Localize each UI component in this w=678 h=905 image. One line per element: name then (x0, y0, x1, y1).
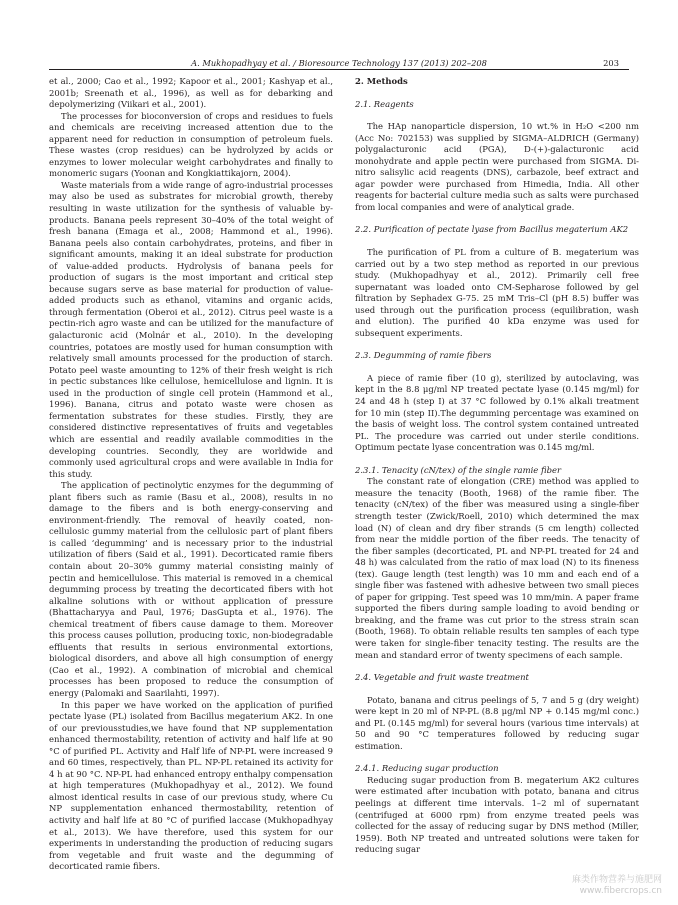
section-heading-methods: 2. Methods (355, 76, 408, 86)
running-title: A. Mukhopadhyay et al. / Bioresource Technology 137 (2013) 202–208 (191, 58, 487, 68)
watermark-line-2: www.fibercrops.cn (579, 886, 662, 896)
subsection-heading-purification: 2.2. Purification of pectate lyase from Bacillus megaterium AK2 (355, 224, 629, 235)
paragraph-waste-materials: Waste materials from a wide range of agro-industrial processes may also be used as substrates for microbial growth, thereby resulting in waste utilization for the synthesis of valuable by-products. Banana peels represent 30–40% of the total weight of fresh banana (Emaga et al., 2008; Hammond et al., 1996). Banana peels also contain carbohydrates, proteins, and fiber in significant amounts, making it an ideal substrate for production of value-added products. Hydrolysis of banana peels for production of sugars is the most important and critical step because sugars serve as base material for production of value-added products such as ethanol, vitamins and organic acids, through fermentation (Oberoi et al., 2012). Citrus peel waste is a pectin-rich agro waste and can be utilized for the manufacture of galacturonic acid (Molnár et al., 2010). In the developing countries, potatoes are mostly used for human consumption with relatively small amounts processed for the production of starch. Potato peel waste amounting to 12% of their fresh weight is rich in pectic substances like cellulose, hemicellulose and lignin. It is used in the production of single cell protein (Hammond et al., 1996). Banana, citrus and potato waste were chosen as fermentation substrates for these studies. Firstly, they are considered distinctive representatives of fruits and vegetables which are essential and readily available commodities in the developing countries. Secondly, they are worldwide and commonly used agricultural crops and were available in India for this study. (49, 179, 333, 479)
paragraph-pectinolytic-enzymes: The application of pectinolytic enzymes for the degumming of plant fibers such as ramie (Basu et al., 2008), results in no damage to the fibers and is both energy-conserving and environment-friendly. The removal of heavily coated, non-cellulosic gummy material from the cellulosic part of plant fibers is called ‘degumming’ and is necessary prior to the industrial utilization of fibers (Said et al., 1991). Decorticated ramie fibers contain about 20–30% gummy material consisting mainly of pectin and hemicellulose. This material is removed in a chemical degumming process by treating the decorticated fibers with hot alkaline solutions with or without application of pressure (Bhattacharyya and Paul, 1976; DasGupta et al., 1976). The chemical treatment of fibers cause damage to them. Moreover this process causes pollution, producing toxic, non-biodegradable effluents that results in serious environmental extortions, biological disorders, and above all high consumption of energy (Cao et al., 1992). A combination of microbial and chemical processes has been proposed to reduce the consumption of energy (Palomaki and Saarilahti, 1997). (49, 480, 333, 698)
header-rule (49, 69, 629, 70)
paragraph-waste-treatment: Potato, banana and citrus peelings of 5, 7 and 5 g (dry weight) were kept in 20 ml of NP-PL (8.8 μg/ml NP + 0.145 mg/ml conc.) and PL (0.145 mg/ml) for several hours (various time intervals) at 50 and 90 °C temperatures followed by reducing sugar estimation. (355, 694, 639, 751)
paragraph-purification: The purification of PL from a culture of B. megaterium was carried out by a two step method as reported in our previous study. (Mukhopadhyay et al., 2012). Primarily cell free supernatant was loaded onto CM-Sepharose followed by gel filtration by Sephadex G-75. 25 mM Tris–Cl (pH 8.5) buffer was used through out the purification process (equilibration, wash and elution). The purified 40 kDa enzyme was used for subsequent experiments. (355, 247, 639, 338)
subsection-heading-reducing-sugar: 2.4.1. Reducing sugar production (355, 763, 499, 774)
paragraph-reducing-sugar: Reducing sugar production from B. megaterium AK2 cultures were estimated after incubation with potato, banana and citrus peelings at different time intervals. 1–2 ml of supernatant (centrifuged at 6000 rpm) from enzyme treated peels was collected for the assay of reducing sugar by DNS method (Miller, 1959). Both NP treated and untreated solutions were taken for reducing sugar (355, 774, 639, 855)
paragraph-reagents: The HAp nanoparticle dispersion, 10 wt.% in H₂O <200 nm (Acc No: 702153) was supplied by SIGMA–ALDRICH (Germany) polygalacturonic acid (PGA), D-(+)-galacturonic acid monohydrate and apple pectin were purchased from SIGMA. Di-nitro salisylic acid reagents (DNS), carbazole, beef extract and agar powder were purchased from Himedia, India. All other reagents for bacterial culture media such as salts were purchased from local companies and were of analytical grade. (355, 121, 639, 212)
paragraph-bioconversion: The processes for bioconversion of crops and residues to fuels and chemicals are receiving increased attention due to the apparent need for reduction in consumption of petroleum fuels. These wastes (crop residues) can be hydrolyzed by acids or enzymes to lower molecular weight carbohydrates and finally to monomeric sugars (Yoonan and Kongkiattikajorn, 2004). (49, 110, 333, 179)
watermark (572, 875, 662, 897)
subsection-heading-reagents: 2.1. Reagents (355, 98, 414, 109)
subsection-heading-tenacity: 2.3.1. Tenacity (cN/tex) of the single ramie fiber (355, 464, 562, 475)
left-column (49, 76, 333, 873)
right-column (355, 76, 639, 856)
subsection-heading-degumming: 2.3. Degumming of ramie fibers (355, 350, 492, 361)
subsection-heading-waste-treatment: 2.4. Vegetable and fruit waste treatment (355, 672, 529, 683)
paragraph-this-paper: In this paper we have worked on the application of purified pectate lyase (PL) isolated from Bacillus megaterium AK2. In one of our previousstudies,we have found that NP supplementation enhanced thermostability, retention of activity and half life at 90 °C of purified PL. Activity and Half life of NP-PL were increased 9 and 60 times, respectively, than PL. NP-PL retained its activity for 4 h at 90 °C. NP-PL had enhanced entropy enthalpy compensation at high temperatures (Mukhopadhyay et al., 2012). We found almost identical results in case of our previous study, where Cu NP supplementation enhanced thermostability, retention of activity and half life at 80 °C of purified laccase (Mukhopadhyay et al., 2013). We have therefore, used this system for our experiments in understanding the production of reducing sugars from vegetable and fruit waste and the degumming of decorticated ramie fibers. (49, 699, 333, 872)
paragraph-continuation: et al., 2000; Cao et al., 1992; Kapoor et al., 2001; Kashyap et al., 2001b; Sreenath et al., 1996), as well as for debarking and depolymerizing (Viikari et al., 2001). (49, 76, 333, 110)
page-number: 203 (603, 58, 619, 68)
paragraph-tenacity: The constant rate of elongation (CRE) method was applied to measure the tenacity (Booth, 1968) of the ramie fiber. The tenacity (cN/tex) of the fiber was measured using a single-fiber strength tester (Zwick/Roell, 2010) which determined the max load (N) of clean and dry fiber strands (5 cm length) collected from near the middle portion of the fiber reeds. The tenacity of the fiber samples (decorticated, PL and NP-PL treated for 24 and 48 h) was calculated from the ratio of max load (N) to its fineness (tex). Gauge length (test length) was 10 mm and each end of a single fiber was fastened with adhesive between two small pieces of paper for gripping. Test speed was 10 mm/min. A paper frame supported the fibers during sample loading to avoid bending or breaking, and the frame was cut prior to the stress strain scan (Booth, 1968). To obtain reliable results ten samples of each type were taken for single-fiber tenacity testing. The results are the mean and standard error of twenty specimens of each sample. (355, 476, 639, 660)
watermark-line-1: 麻类作物营养与施肥网 (571, 875, 662, 885)
paragraph-degumming: A piece of ramie fiber (10 g), sterilized by autoclaving, was kept in the 8.8 μg/ml NP treated pectate lyase (0.145 mg/ml) for 24 and 48 h (step I) at 37 °C followed by 0.1% alkali treatment for 10 min (step II).The degumming percentage was examined on the basis of weight loss. The control system contained untreated PL. The procedure was carried out under sterile conditions. Optimum pectate lyase concentration was 0.145 mg/ml. (355, 372, 639, 453)
